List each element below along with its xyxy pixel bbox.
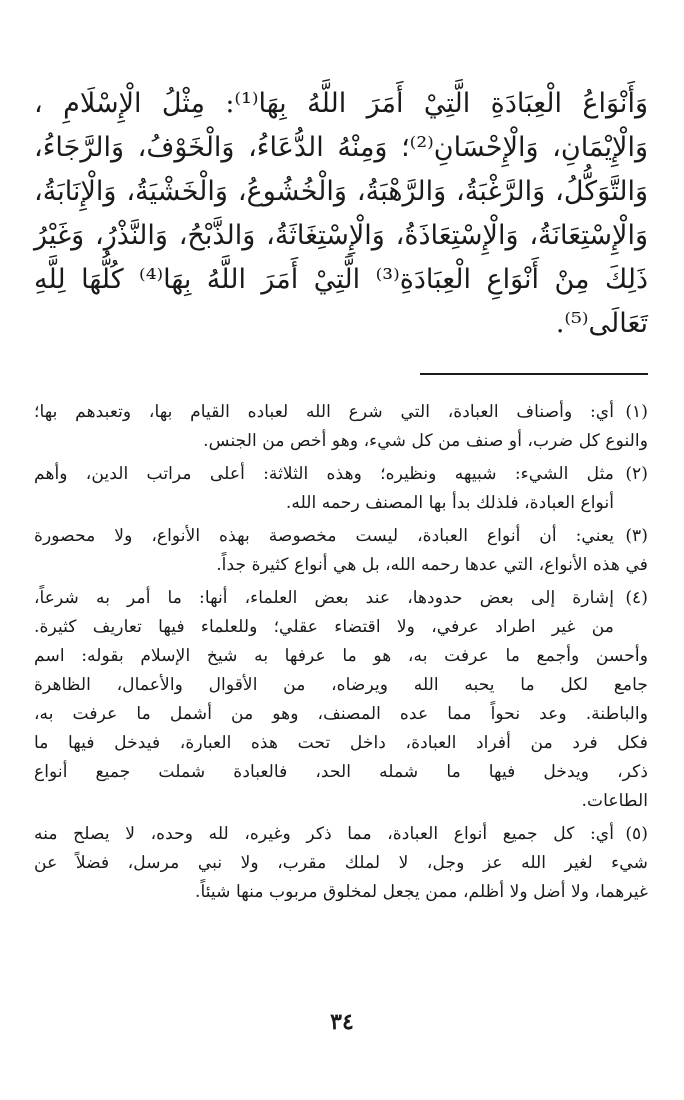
- main-text-block: [34, 82, 648, 346]
- footnote-line: غيرهما، ولا أضل ولا أظلم، ممن يجعل لمخلوق مربوب منها شيئاً.: [195, 882, 648, 902]
- footnote-number: (١): [625, 402, 648, 422]
- footnote-3: [34, 522, 648, 580]
- footnote-line: شيء لغير الله عز وجل، لا لملك مقرب، ولا نبي مرسل، فضلاً عن: [34, 853, 648, 873]
- footnote-5: [34, 820, 648, 907]
- footnote-number: (٥): [625, 824, 648, 844]
- page-number: ٣٤: [330, 1009, 354, 1035]
- main-text-line: وَالْإِسْتِعَانَةُ، وَالْإِسْتِعَاذَةُ، وَالْإِسْتِغَاثَةُ، وَالذَّبْحُ، وَالنَّذْرُ، وَغَيْرُ: [34, 220, 648, 251]
- main-text-line: وَالتَّوَكُّلُ، وَالرَّغْبَةُ، وَالرَّهْبَةُ، وَالْخُشُوعُ، وَالْخَشْيَةُ، وَالْإِنَابَةُ،: [34, 176, 648, 207]
- footnote-line: إشارة إلى بعض حدودها، عند بعض العلماء، أنها: ما أمر به شرعاً،: [34, 588, 614, 608]
- main-text-line: تَعَالَى⁽⁵⁾.: [555, 308, 648, 339]
- footnote-line: الطاعات.: [581, 791, 648, 811]
- footnotes-section: [34, 398, 648, 911]
- main-text-line: وَالْإِيْمَانِ، وَالْإِحْسَانِ⁽²⁾؛ وَمِنْهُ الدُّعَاءُ، وَالْخَوْفُ، وَالرَّجَاءُ،: [34, 132, 648, 163]
- footnote-4: [34, 584, 648, 816]
- footnote-line: والنوع كل ضرب، أو صنف من كل شيء، وهو أخص من الجنس.: [203, 431, 648, 451]
- footnote-line: أي: وأصناف العبادة، التي شرع الله لعباده القيام بها، وتعبدهم بها؛: [34, 402, 614, 422]
- footnote-line: يعني: أن أنواع العبادة، ليست مخصوصة بهذه الأنواع، ولا محصورة: [34, 526, 614, 546]
- footnote-line: وأحسن وأجمع ما عرفت به، هو ما عرفها به شيخ الإسلام بقوله: اسم: [34, 646, 648, 666]
- footnote-line: أنواع العبادة، فلذلك بدأ بها المصنف رحمه الله.: [285, 493, 614, 513]
- footnote-line: في هذه الأنواع، التي عدها رحمه الله، بل هي أنواع كثيرة جداً.: [216, 555, 648, 575]
- footnote-number: (٤): [625, 588, 648, 608]
- footnote-line: جامع لكل ما يحبه الله ويرضاه، من الأقوال والأعمال، الظاهرة: [34, 675, 648, 695]
- footnote-line: فكل فرد من أفراد العبادة، داخل تحت هذه العبارة، فيدخل فيها ما: [34, 733, 648, 753]
- main-text-line: وَأَنْوَاعُ الْعِبَادَةِ الَّتِيْ أَمَرَ اللَّهُ بِهَا⁽¹⁾: مِثْلُ الْإِسْلَامِ ،: [34, 88, 648, 119]
- main-text-line: ذَلِكَ مِنْ أَنْوَاعِ الْعِبَادَةِ⁽³⁾ الَّتِيْ أَمَرَ اللَّهُ بِهَا⁽⁴⁾ كُلُّهَا لِلَّهِ: [34, 264, 648, 295]
- footnote-line: مثل الشيء: شبيهه ونظيره؛ وهذه الثلاثة: أعلى مراتب الدين، وأهم: [34, 464, 614, 484]
- footnote-line: ذكر، ويدخل فيها ما شمله الحد، فالعبادة شملت جميع أنواع: [34, 762, 648, 782]
- footnote-separator: [420, 373, 648, 375]
- footnote-number: (٣): [625, 526, 648, 546]
- footnote-1: [34, 398, 648, 456]
- footnote-line: أي: كل جميع أنواع العبادة، مما ذكر وغيره، لله وحده، لا يصلح منه: [34, 824, 614, 844]
- footnote-number: (٢): [625, 464, 648, 484]
- footnote-line: والباطنة. وعد نحواً مما عده المصنف، وهو من أشمل ما عرفت به،: [34, 704, 648, 724]
- footnote-2: [34, 460, 648, 518]
- footnote-line: من غير اطراد عرفي، ولا اقتضاء عقلي؛ وللعلماء فيها تعاريف كثيرة.: [34, 617, 614, 637]
